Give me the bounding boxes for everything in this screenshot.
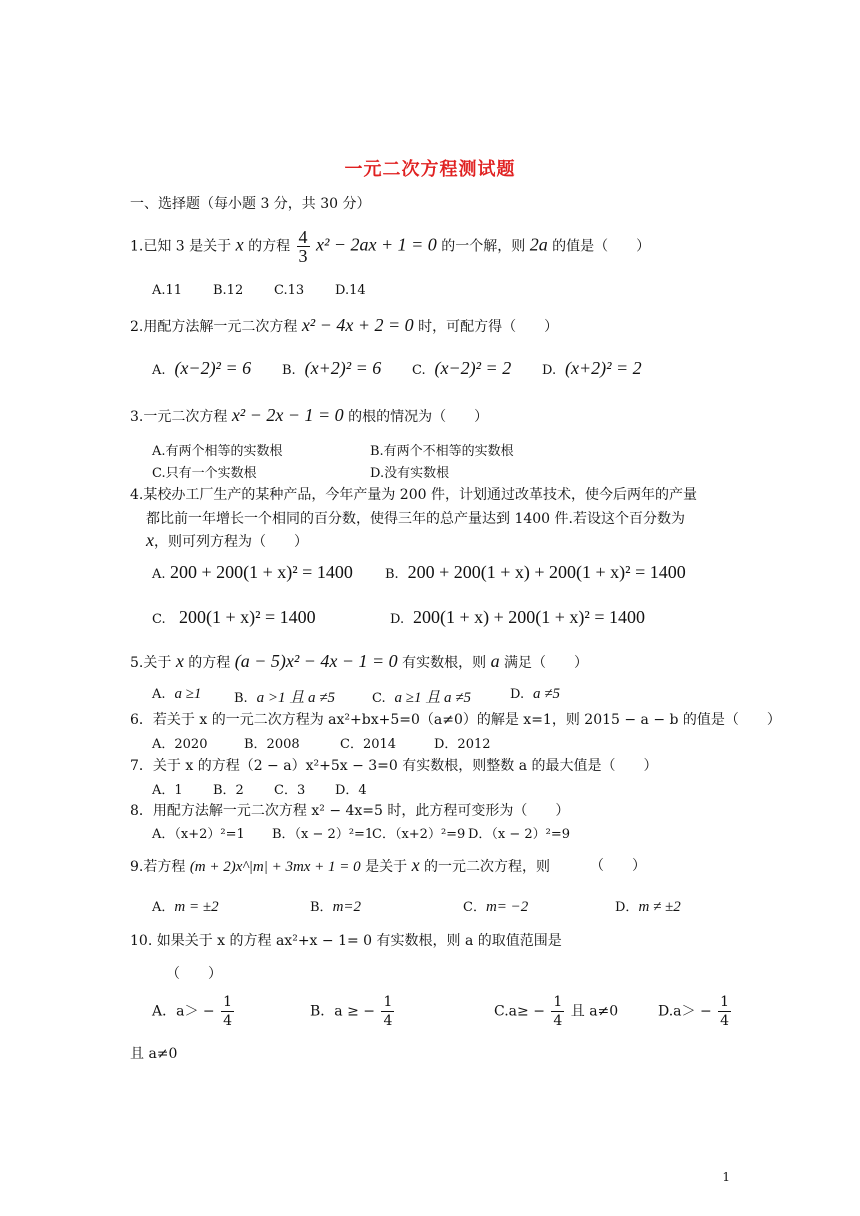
frac-den: 4	[553, 1013, 563, 1029]
q9-option-c-label: C．	[463, 900, 486, 915]
q10-option-d-text: D.a＞ −	[658, 1003, 712, 1020]
q5-option-c	[372, 686, 471, 707]
q10-option-c-post: 且 a≠0	[570, 1003, 619, 1020]
q6-option-a: A．2020	[152, 737, 208, 752]
q1-option-c: C.13	[274, 283, 305, 298]
q7-option-c: C．3	[274, 783, 306, 798]
q4-option-c	[152, 607, 316, 628]
question-7: 7．关于 x 的方程（2 − a）x²+5x − 3=0 有实数根，则整数 a 的最大值是（ ）	[130, 758, 658, 774]
q6-option-d: D．2012	[434, 737, 491, 752]
question-2	[130, 315, 558, 336]
q6-option-c: C．2014	[340, 737, 397, 752]
q9-option-a-expr: m = ±2	[174, 899, 219, 915]
q2-option-a	[152, 358, 251, 379]
q2-option-c-label: C.	[412, 363, 426, 378]
q5-option-d-label: D.	[510, 687, 525, 702]
q4-option-b-expr: 200 + 200(1 + x) + 200(1 + x)² = 1400	[407, 562, 686, 582]
frac-den: 4	[223, 1013, 233, 1029]
q4-option-a-label: A.	[152, 567, 166, 582]
q4-option-b-label: B.	[385, 567, 399, 582]
q5-option-c-label: C.	[372, 691, 386, 706]
q2-equation: x² − 4x + 2 = 0	[301, 315, 414, 335]
q5-option-c-expr: a ≥1 且 a ≠5	[394, 690, 471, 706]
question-9	[130, 855, 550, 876]
question-6: 6．若关于 x 的一元二次方程为 ax²+bx+5=0（a≠0）的解是 x=1，则 2015 − a − b 的值是（ ）	[130, 712, 781, 728]
question-1	[130, 228, 650, 265]
q4-var: x	[146, 530, 154, 550]
q1-option-b: B.12	[213, 283, 244, 298]
q4-option-b	[385, 562, 686, 583]
q4-option-c-expr: 200(1 + x)² = 1400	[178, 607, 316, 627]
frac-num: 1	[223, 994, 233, 1010]
q8-option-b: B．（x − 2）²=1	[272, 827, 374, 842]
frac-num: 1	[553, 994, 563, 1010]
q10-option-d-fraction	[718, 993, 731, 1030]
q4-option-a	[152, 562, 353, 583]
q5-option-b-label: B.	[234, 691, 248, 706]
q5-option-d	[510, 686, 560, 703]
q10-option-d-tail: 且 a≠0	[130, 1046, 178, 1062]
q3-option-a: A.有两个相等的实数根	[152, 444, 283, 459]
q5-option-b-expr: a >1 且 a ≠5	[256, 690, 335, 706]
q9-suffix: 的一元二次方程，则	[424, 859, 551, 875]
frac-num: 1	[720, 994, 730, 1010]
q4-option-d-expr: 200(1 + x) + 200(1 + x)² = 1400	[413, 607, 645, 627]
q5-end: 满足（ ）	[504, 655, 589, 671]
question-4-line-1: 4.某校办工厂生产的某种产品，今年产量为 200 件，计划通过改革技术，使今后两年的产量	[130, 487, 697, 503]
q2-option-a-expr: (x−2)² = 6	[174, 358, 252, 378]
q5-var2: a	[490, 651, 500, 671]
q2-option-c	[412, 358, 511, 379]
q10-option-b-text: B．a ≥ −	[310, 1003, 375, 1020]
q5-var: x	[175, 651, 184, 671]
q9-mid: 是关于	[365, 859, 408, 875]
question-4-line-2: 都比前一年增长一个相同的百分数，使得三年的总产量达到 1400 件.若设这个百分数为	[146, 511, 685, 527]
q2-option-c-expr: (x−2)² = 2	[434, 358, 512, 378]
q9-option-b	[310, 896, 361, 916]
q10-answer-paren: （ ）	[166, 966, 222, 982]
q3-prefix: 3.一元二次方程	[130, 409, 228, 425]
page-title: 一元二次方程测试题	[344, 159, 516, 180]
q5-equation: (a − 5)x² − 4x − 1 = 0	[234, 651, 398, 671]
q5-option-a-label: A.	[152, 687, 166, 702]
q2-option-b-expr: (x+2)² = 6	[304, 358, 382, 378]
q5-mid: 的方程	[188, 655, 231, 671]
q5-suffix: 有实数根，则	[402, 655, 487, 671]
question-3	[130, 405, 488, 426]
q1-mid: 的方程	[248, 238, 291, 255]
q9-var: x	[411, 855, 420, 875]
q10-option-a-text: A．a＞ −	[152, 1003, 215, 1020]
q1-expr: 2a	[529, 234, 548, 255]
q9-option-d	[615, 896, 681, 916]
q9-option-b-label: B．	[310, 900, 333, 915]
q10-option-b-fraction	[381, 993, 394, 1030]
q2-suffix: 时，可配方得（ ）	[418, 319, 559, 335]
q4-option-d-label: D.	[390, 612, 405, 627]
q9-option-d-expr: m ≠ ±2	[638, 899, 681, 915]
q1-fraction	[297, 228, 310, 265]
q10-option-a-fraction	[221, 993, 234, 1030]
q6-option-b: B．2008	[244, 737, 300, 752]
q8-option-c: C．（x+2）²=9	[372, 827, 466, 842]
q2-option-d-label: D.	[542, 363, 557, 378]
q10-option-d	[658, 993, 733, 1030]
q1-frac-num: 4	[298, 227, 308, 247]
q1-suffix: 的一个解，则	[441, 238, 526, 255]
q5-option-a	[152, 686, 201, 703]
q9-option-d-label: D．	[615, 900, 639, 915]
q9-option-a-label: A．	[152, 900, 175, 915]
q9-answer-paren: （ ）	[590, 858, 646, 874]
frac-den: 4	[383, 1013, 393, 1029]
q4-option-c-label: C.	[152, 612, 166, 627]
q5-option-b	[234, 686, 335, 707]
q1-frac-den: 3	[298, 246, 308, 266]
q4-line3-rest: ，则可列方程为（ ）	[154, 534, 308, 550]
q7-option-d: D．4	[335, 783, 367, 798]
q10-option-a	[152, 993, 236, 1030]
q3-equation: x² − 2x − 1 = 0	[231, 405, 344, 425]
q3-suffix: 的根的情况为（ ）	[348, 409, 489, 425]
q4-option-a-expr: 200 + 200(1 + x)² = 1400	[169, 562, 353, 582]
q5-prefix: 5.关于	[130, 655, 172, 671]
q9-option-c	[463, 896, 528, 916]
q2-option-d-expr: (x+2)² = 2	[565, 358, 642, 378]
q5-option-a-expr: a ≥1	[174, 686, 202, 702]
question-10: 10. 如果关于 x 的方程 ax²+x − 1= 0 有实数根，则 a 的取值范围是	[130, 933, 562, 949]
q3-option-c: C.只有一个实数根	[152, 466, 257, 481]
q1-equation: x² − 2ax + 1 = 0	[315, 234, 437, 255]
frac-den: 4	[720, 1013, 730, 1029]
section-heading: 一、选择题（每小题 3 分，共 30 分）	[130, 196, 371, 212]
q9-option-a	[152, 896, 219, 916]
q10-option-c-text: C.a≥ −	[494, 1003, 545, 1020]
q7-option-a: A．1	[152, 783, 183, 798]
q1-prefix: 1.已知 3 是关于	[130, 238, 232, 255]
q7-option-b: B．2	[213, 783, 244, 798]
q1-option-a: A.11	[152, 283, 183, 298]
q9-equation: (m + 2)x^|m| + 3mx + 1 = 0	[189, 859, 361, 875]
q10-option-b	[310, 993, 396, 1030]
frac-num: 1	[383, 994, 393, 1010]
question-8: 8．用配方法解一元二次方程 x² − 4x=5 时，此方程可变形为（ ）	[130, 803, 570, 819]
q1-option-d: D.14	[335, 283, 366, 298]
page-number: 1	[722, 1170, 730, 1184]
question-4-line-3	[146, 530, 308, 551]
q10-option-c	[494, 993, 618, 1030]
q9-option-c-expr: m= −2	[485, 899, 529, 915]
q2-option-b-label: B.	[282, 363, 296, 378]
question-5	[130, 651, 588, 672]
q10-option-c-fraction	[551, 993, 564, 1030]
q3-option-b: B.有两个不相等的实数根	[370, 444, 514, 459]
q8-option-d: D．（x − 2）²=9	[468, 827, 571, 842]
q2-option-b	[282, 358, 381, 379]
q1-end: 的值是（ ）	[552, 238, 651, 255]
q5-option-d-expr: a ≠5	[533, 686, 560, 702]
q1-var: x	[235, 234, 244, 255]
q2-prefix: 2.用配方法解一元二次方程	[130, 319, 298, 335]
q4-option-d	[390, 607, 645, 628]
q2-option-d	[542, 358, 642, 379]
q2-option-a-label: A.	[152, 363, 166, 378]
q8-option-a: A．（x+2）²=1	[152, 827, 245, 842]
q9-prefix: 9.若方程	[130, 859, 186, 875]
q9-option-b-expr: m=2	[332, 899, 362, 915]
q3-option-d: D.没有实数根	[370, 466, 450, 481]
